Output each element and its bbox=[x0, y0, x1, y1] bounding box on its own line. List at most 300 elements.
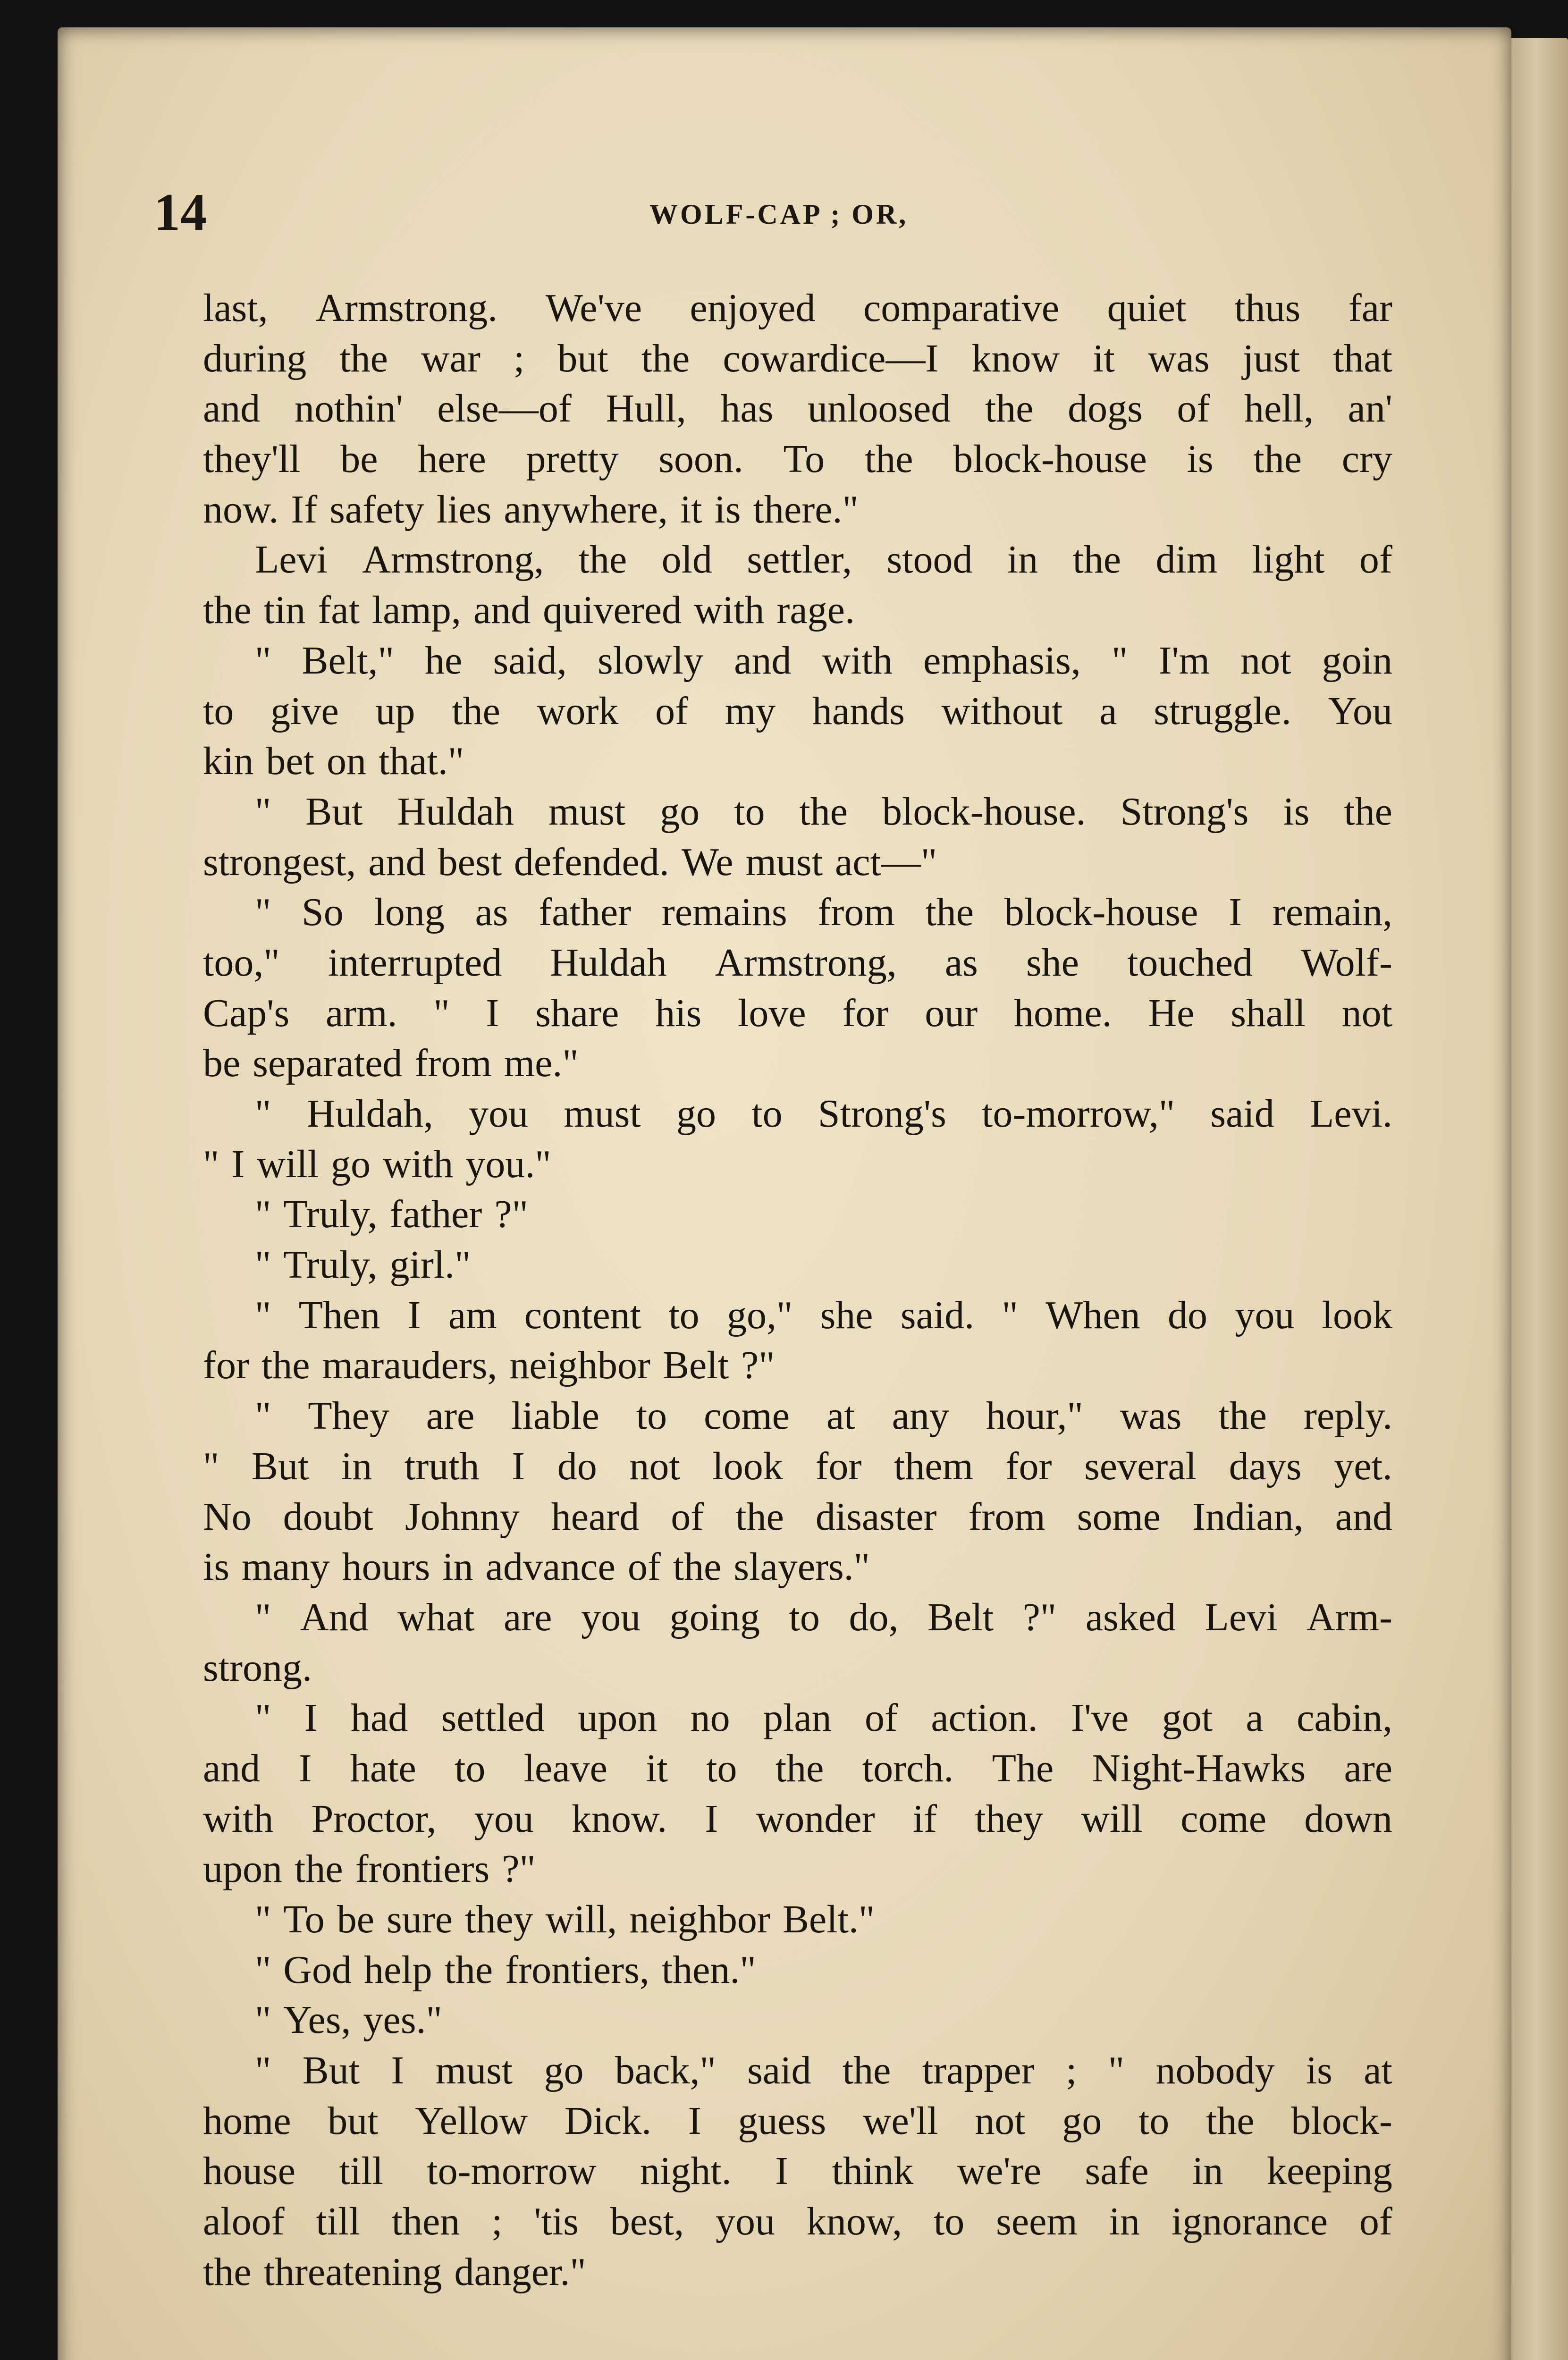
text-line bbox=[203, 1844, 1392, 1895]
word: the bbox=[452, 689, 500, 733]
word: the bbox=[295, 1847, 343, 1891]
text-line bbox=[203, 938, 1392, 988]
word: are bbox=[1344, 1746, 1392, 1790]
word: must bbox=[548, 789, 626, 834]
word: torch. bbox=[862, 1746, 954, 1790]
word: Levi. bbox=[1309, 1092, 1392, 1136]
word: " bbox=[433, 991, 450, 1035]
word: disaster bbox=[815, 1494, 937, 1539]
word: they bbox=[465, 1897, 533, 1941]
word: but bbox=[557, 336, 608, 380]
word: the bbox=[673, 1545, 722, 1589]
word: father bbox=[539, 890, 632, 935]
word: thus bbox=[1234, 286, 1301, 330]
text-line bbox=[203, 2247, 1392, 2298]
word: will, bbox=[545, 1897, 617, 1941]
word: with bbox=[382, 1142, 454, 1186]
word: she bbox=[1026, 940, 1079, 985]
text-line bbox=[203, 1038, 1392, 1089]
word: night. bbox=[640, 2149, 732, 2193]
word: be bbox=[340, 437, 378, 481]
word: that." bbox=[378, 739, 464, 784]
word: I bbox=[298, 1746, 312, 1790]
word: are bbox=[426, 1394, 475, 1438]
text-line bbox=[203, 2096, 1392, 2147]
word: of bbox=[1177, 387, 1210, 431]
word: just bbox=[1242, 336, 1300, 380]
text-line bbox=[203, 1794, 1392, 1845]
word: separated bbox=[253, 1041, 403, 1086]
word: else—of bbox=[437, 387, 572, 431]
word: look bbox=[712, 1444, 783, 1488]
word: ?" bbox=[502, 1847, 536, 1891]
word: " bbox=[255, 1293, 271, 1337]
word: safe bbox=[1085, 2149, 1149, 2193]
word: do bbox=[1168, 1293, 1207, 1337]
word: had bbox=[351, 1696, 408, 1740]
word: Belt bbox=[663, 1343, 729, 1388]
word: it bbox=[680, 487, 702, 531]
word: block- bbox=[1291, 2099, 1392, 2143]
text-line bbox=[203, 1744, 1392, 1794]
word: father bbox=[389, 1192, 482, 1237]
word: I bbox=[304, 1696, 318, 1740]
word: not bbox=[1240, 638, 1291, 683]
word: " bbox=[255, 638, 271, 683]
word: you bbox=[469, 1092, 529, 1136]
word: go bbox=[676, 1092, 717, 1136]
word: the bbox=[985, 387, 1034, 431]
word: arm. bbox=[325, 991, 397, 1035]
word: hours bbox=[342, 1545, 430, 1589]
word: God bbox=[283, 1947, 352, 1992]
word: Night-Hawks bbox=[1092, 1746, 1306, 1790]
word: Strong's bbox=[818, 1092, 946, 1136]
word: ignorance bbox=[1171, 2200, 1328, 2244]
word: " bbox=[203, 1444, 219, 1488]
word: anywhere, bbox=[504, 487, 668, 531]
word: girl." bbox=[389, 1243, 471, 1287]
word: comparative bbox=[863, 286, 1060, 330]
word: truth bbox=[404, 1444, 480, 1488]
word: heard bbox=[551, 1494, 640, 1539]
word: bet bbox=[266, 739, 314, 784]
word: strong. bbox=[203, 1645, 312, 1690]
word: in bbox=[1109, 2200, 1140, 2244]
word: said bbox=[747, 2048, 811, 2093]
word: I bbox=[407, 1293, 421, 1337]
word: know bbox=[971, 336, 1060, 380]
word: love bbox=[738, 991, 806, 1035]
word: Belt bbox=[927, 1595, 994, 1639]
word: of bbox=[655, 689, 689, 733]
word: leave bbox=[523, 1746, 607, 1790]
word: I bbox=[775, 2149, 789, 2193]
word: Arm- bbox=[1307, 1595, 1392, 1639]
word: doubt bbox=[283, 1494, 374, 1539]
text-line bbox=[203, 887, 1392, 938]
word: They bbox=[308, 1394, 389, 1438]
word: for bbox=[842, 991, 889, 1035]
word: for bbox=[815, 1444, 862, 1488]
word: remain, bbox=[1272, 890, 1392, 935]
word: action. bbox=[931, 1696, 1038, 1740]
word: a bbox=[1246, 1696, 1264, 1740]
word: has bbox=[720, 387, 774, 431]
word: cry bbox=[1341, 437, 1392, 481]
word: and bbox=[734, 638, 792, 683]
text-line bbox=[203, 1693, 1392, 1744]
text-line bbox=[203, 1139, 1392, 1190]
word: you bbox=[715, 2200, 775, 2244]
text-line bbox=[203, 1340, 1392, 1391]
word: Belt." bbox=[782, 1897, 875, 1941]
word: So bbox=[302, 890, 344, 935]
word: ?" bbox=[1022, 1595, 1057, 1639]
text-line bbox=[203, 1492, 1392, 1542]
word: " bbox=[255, 1595, 271, 1639]
word: hands bbox=[812, 689, 905, 733]
word: is bbox=[1283, 789, 1310, 834]
word: goin bbox=[1322, 638, 1392, 683]
word: keeping bbox=[1266, 2149, 1392, 2193]
word: the bbox=[925, 890, 974, 935]
running-title: WOLF-CAP ; OR, bbox=[649, 199, 909, 230]
word: pretty bbox=[526, 437, 619, 481]
word: help bbox=[363, 1947, 432, 1992]
text-line bbox=[203, 585, 1392, 636]
text-line bbox=[203, 988, 1392, 1039]
word: must bbox=[745, 840, 823, 884]
word: defended. bbox=[514, 840, 669, 884]
word: said, bbox=[493, 638, 567, 683]
word: " bbox=[255, 1394, 271, 1438]
word: with bbox=[694, 588, 765, 632]
word: Yellow bbox=[415, 2099, 528, 2143]
word: content bbox=[524, 1293, 641, 1337]
word: guess bbox=[738, 2099, 826, 2143]
word: " bbox=[255, 1092, 271, 1136]
word: if bbox=[912, 1796, 937, 1841]
word: yes." bbox=[363, 1998, 442, 2042]
word: Huldah, bbox=[306, 1092, 433, 1136]
word: without bbox=[941, 689, 1063, 733]
word: with bbox=[203, 1796, 274, 1841]
word: said. bbox=[900, 1293, 975, 1337]
text-line bbox=[203, 1290, 1392, 1341]
word: advance bbox=[485, 1545, 615, 1589]
word: " bbox=[255, 1947, 271, 1992]
word: If bbox=[291, 487, 318, 531]
word: long bbox=[374, 890, 445, 935]
word: plan bbox=[763, 1696, 832, 1740]
word: to bbox=[636, 1394, 667, 1438]
word: nobody bbox=[1155, 2048, 1275, 2093]
word: to bbox=[751, 1092, 783, 1136]
word: slayers." bbox=[733, 1545, 870, 1589]
text-line bbox=[203, 384, 1392, 434]
text-line bbox=[203, 787, 1392, 837]
text-line bbox=[203, 485, 1392, 535]
word: will bbox=[1081, 1796, 1143, 1841]
text-line bbox=[203, 1995, 1392, 2046]
word: Levi bbox=[1205, 1595, 1278, 1639]
word: " bbox=[255, 1897, 271, 1941]
word: Belt," bbox=[302, 638, 394, 683]
word: days bbox=[1229, 1444, 1302, 1488]
word: rage. bbox=[776, 588, 855, 632]
word: to bbox=[706, 1746, 737, 1790]
word: that bbox=[1332, 336, 1392, 380]
word: cowardice—I bbox=[723, 336, 939, 380]
word: a bbox=[1099, 689, 1117, 733]
word: interrupted bbox=[328, 940, 502, 985]
text-line bbox=[203, 1391, 1392, 1441]
word: not bbox=[629, 1444, 680, 1488]
word: sure bbox=[387, 1897, 453, 1941]
word: upon bbox=[578, 1696, 658, 1740]
word: you bbox=[1235, 1293, 1295, 1337]
word: no bbox=[690, 1696, 730, 1740]
word: marauders, bbox=[322, 1343, 497, 1388]
word: come bbox=[704, 1394, 790, 1438]
word: Levi bbox=[255, 538, 328, 582]
word: home. bbox=[1014, 991, 1112, 1035]
word: We bbox=[681, 840, 733, 884]
text-line bbox=[203, 2046, 1392, 2096]
word: to bbox=[455, 1746, 486, 1790]
word: yet. bbox=[1334, 1444, 1392, 1488]
word: house bbox=[203, 2149, 295, 2193]
word: the bbox=[842, 2048, 891, 2093]
word: dogs bbox=[1068, 387, 1143, 431]
text-line bbox=[203, 1240, 1392, 1290]
word: I bbox=[391, 2048, 405, 2093]
word: And bbox=[300, 1595, 369, 1639]
word: to-morrow," bbox=[982, 1092, 1175, 1136]
word: of bbox=[627, 1545, 661, 1589]
word: me." bbox=[504, 1041, 579, 1086]
word: must bbox=[435, 2048, 513, 2093]
word: But bbox=[305, 789, 363, 834]
word: the bbox=[1344, 789, 1392, 834]
text-line bbox=[203, 837, 1392, 888]
word: is bbox=[1306, 2048, 1332, 2093]
word: an' bbox=[1348, 387, 1392, 431]
word: you bbox=[474, 1796, 534, 1841]
word: the bbox=[735, 1494, 784, 1539]
word: enjoyed bbox=[690, 286, 816, 330]
word: and bbox=[203, 1746, 261, 1790]
word: aloof bbox=[203, 2200, 285, 2244]
text-line bbox=[203, 2146, 1392, 2197]
word: of bbox=[1359, 2200, 1392, 2244]
word: you." bbox=[465, 1142, 551, 1186]
word: ?" bbox=[494, 1192, 528, 1237]
word: I bbox=[231, 1142, 245, 1186]
word: was bbox=[1147, 336, 1210, 380]
word: to-morrow bbox=[427, 2149, 597, 2193]
word: the bbox=[261, 1343, 310, 1388]
word: the bbox=[444, 1947, 493, 1992]
word: them bbox=[894, 1444, 973, 1488]
text-line bbox=[203, 535, 1392, 585]
word: asked bbox=[1085, 1595, 1176, 1639]
word: I'm bbox=[1158, 638, 1210, 683]
word: but bbox=[328, 2099, 379, 2143]
word: here bbox=[418, 437, 486, 481]
word: go bbox=[1062, 2099, 1102, 2143]
word: Dick. bbox=[564, 2099, 652, 2143]
word: frontiers bbox=[355, 1847, 490, 1891]
word: said bbox=[1210, 1092, 1274, 1136]
word: think bbox=[832, 2149, 914, 2193]
word: and bbox=[203, 387, 261, 431]
word: You bbox=[1328, 689, 1392, 733]
word: of bbox=[671, 1494, 704, 1539]
word: To bbox=[283, 1897, 325, 1941]
text-line bbox=[203, 1189, 1392, 1240]
word: struggle. bbox=[1154, 689, 1291, 733]
word: as bbox=[475, 890, 508, 935]
word: the bbox=[1206, 2099, 1255, 2143]
word: liable bbox=[511, 1394, 599, 1438]
word: The bbox=[992, 1746, 1054, 1790]
word: remains bbox=[661, 890, 787, 935]
word: Hull, bbox=[606, 387, 686, 431]
text-line bbox=[203, 1441, 1392, 1492]
word: lamp, bbox=[371, 588, 461, 632]
word: cabin, bbox=[1297, 1696, 1392, 1740]
word: old bbox=[661, 538, 712, 582]
word: is bbox=[1187, 437, 1214, 481]
word: in bbox=[1192, 2149, 1223, 2193]
word: last, bbox=[203, 286, 268, 330]
word: " bbox=[203, 1142, 219, 1186]
word: he bbox=[424, 638, 463, 683]
word: Yes, bbox=[283, 1998, 351, 2042]
word: to bbox=[203, 689, 234, 733]
word: then." bbox=[661, 1947, 756, 1992]
word: up bbox=[375, 689, 415, 733]
word: " bbox=[255, 2048, 271, 2093]
word: to bbox=[1138, 2099, 1170, 2143]
word: some bbox=[1077, 1494, 1161, 1539]
word: quiet bbox=[1107, 286, 1187, 330]
word: Then bbox=[298, 1293, 380, 1337]
word: down bbox=[1304, 1796, 1392, 1841]
word: going bbox=[669, 1595, 760, 1639]
word: go bbox=[544, 2048, 584, 2093]
word: the bbox=[339, 336, 388, 380]
word: not bbox=[975, 2099, 1026, 2143]
word: light bbox=[1252, 538, 1325, 582]
word: know. bbox=[571, 1796, 667, 1841]
word: Indian, bbox=[1192, 1494, 1304, 1539]
word: at bbox=[826, 1394, 855, 1438]
word: to bbox=[789, 1595, 820, 1639]
word: Huldah bbox=[397, 789, 514, 834]
word: come bbox=[1180, 1796, 1267, 1841]
word: tin bbox=[263, 588, 306, 632]
word: the bbox=[641, 336, 690, 380]
word: wonder bbox=[756, 1796, 875, 1841]
word: of bbox=[865, 1696, 898, 1740]
word: far bbox=[1348, 286, 1392, 330]
word: the bbox=[578, 538, 627, 582]
word: as bbox=[944, 940, 978, 985]
word: and bbox=[368, 840, 426, 884]
word: ; bbox=[491, 2200, 503, 2244]
word: When bbox=[1045, 1293, 1140, 1337]
word: go," bbox=[726, 1293, 793, 1337]
word: I bbox=[688, 2099, 701, 2143]
word: safety bbox=[329, 487, 424, 531]
word: do bbox=[557, 1444, 597, 1488]
word: his bbox=[655, 991, 702, 1035]
word: fat bbox=[318, 588, 360, 632]
word: " bbox=[255, 1192, 271, 1237]
word: from bbox=[968, 1494, 1045, 1539]
word: reply. bbox=[1303, 1394, 1392, 1438]
word: on bbox=[326, 739, 366, 784]
word: to bbox=[734, 789, 765, 834]
word: ; bbox=[513, 336, 525, 380]
word: Wolf- bbox=[1301, 940, 1392, 985]
page-header bbox=[154, 179, 1381, 245]
word: hell, bbox=[1244, 387, 1314, 431]
word: work bbox=[537, 689, 619, 733]
word: danger." bbox=[454, 2250, 586, 2294]
word: the bbox=[1072, 538, 1121, 582]
text-line bbox=[203, 1593, 1392, 1643]
word: in bbox=[442, 1545, 473, 1589]
word: be bbox=[203, 1041, 241, 1086]
word: kin bbox=[203, 739, 254, 784]
word: quivered bbox=[543, 588, 682, 632]
word: trapper bbox=[922, 2048, 1035, 2093]
word: it bbox=[1093, 336, 1115, 380]
word: at bbox=[1364, 2048, 1392, 2093]
word: act—" bbox=[835, 840, 937, 884]
word: several bbox=[1084, 1444, 1197, 1488]
text-line bbox=[203, 1089, 1392, 1139]
word: " bbox=[1108, 2048, 1125, 2093]
text-line bbox=[203, 334, 1392, 384]
word: share bbox=[535, 991, 619, 1035]
word: and bbox=[473, 588, 531, 632]
word: too," bbox=[203, 940, 280, 985]
word: war bbox=[421, 336, 481, 380]
word: it bbox=[646, 1746, 668, 1790]
word: got bbox=[1162, 1696, 1213, 1740]
word: then bbox=[391, 2200, 460, 2244]
word: slowly bbox=[597, 638, 703, 683]
word: the bbox=[203, 588, 252, 632]
word: during bbox=[203, 336, 307, 380]
word: I bbox=[705, 1796, 718, 1841]
word: hate bbox=[350, 1746, 416, 1790]
word: from bbox=[414, 1041, 492, 1086]
word: till bbox=[339, 2149, 383, 2193]
word: many bbox=[242, 1545, 330, 1589]
word: with bbox=[822, 638, 893, 683]
word: I've bbox=[1071, 1696, 1129, 1740]
word: shall bbox=[1231, 991, 1306, 1035]
word: hour," bbox=[986, 1394, 1083, 1438]
word: of bbox=[1359, 538, 1392, 582]
word: To bbox=[783, 437, 825, 481]
